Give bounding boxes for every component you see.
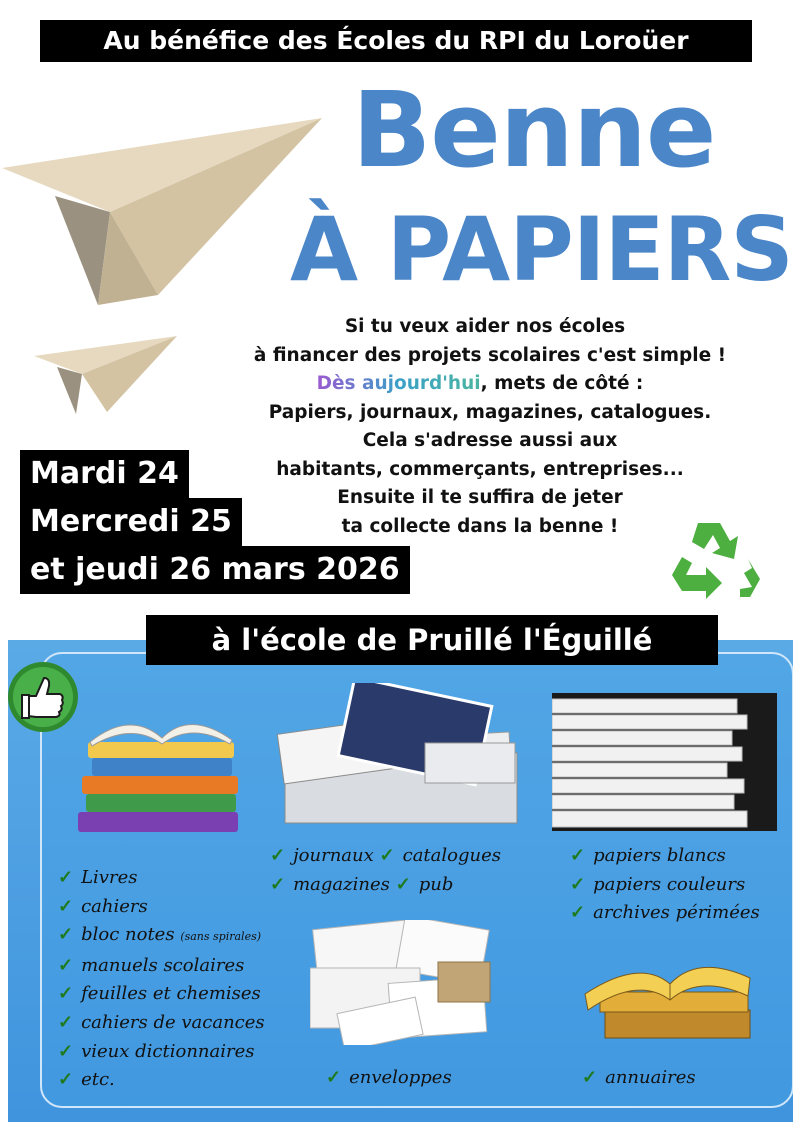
paper-plane-icon xyxy=(32,334,182,414)
list-item: ✓ cahiers xyxy=(58,895,148,917)
list-item: ✓ vieux dictionnaires xyxy=(58,1040,255,1062)
intro-line: ta collecte dans la benne ! xyxy=(341,515,619,537)
top-banner: Au bénéfice des Écoles du RPI du Loroüer xyxy=(40,20,752,62)
date-2: Mercredi 25 xyxy=(20,498,242,546)
intro-line: habitants, commerçants, entreprises... xyxy=(276,458,684,480)
envelopes-label: ✓ enveloppes xyxy=(326,1067,452,1088)
paper-stack-illustration xyxy=(552,693,777,831)
list-item: ✓ cahiers de vacances xyxy=(58,1011,265,1033)
paper-plane-icon xyxy=(0,110,330,305)
intro-line: Ensuite il te suffira de jeter xyxy=(337,487,623,508)
directories-label: ✓ annuaires xyxy=(582,1067,696,1088)
intro-highlight: Dès aujourd'hui xyxy=(316,373,481,394)
list-item: ✓ manuels scolaires xyxy=(58,954,245,976)
list-item: ✓ journaux ✓ catalogues xyxy=(270,845,501,866)
book-stack-illustration xyxy=(70,712,250,847)
list-item: ✓ bloc notes (sans spirales) xyxy=(58,924,262,946)
list-item: ✓ archives périmées xyxy=(570,902,760,924)
list-item: ✓ etc. xyxy=(58,1069,115,1091)
list-item: ✓ feuilles et chemises xyxy=(58,983,261,1005)
directories-illustration xyxy=(580,948,755,1043)
books-note: (sans spirales) xyxy=(180,930,262,944)
intro-line: Papiers, journaux, magazines, catalogues. xyxy=(268,401,712,423)
list-item: ✓ papiers blancs xyxy=(570,845,726,866)
intro-line xyxy=(180,370,780,399)
intro-text xyxy=(210,313,780,541)
intro-line: à financer des projets scolaires c'est simple ! xyxy=(253,344,727,366)
press-list xyxy=(270,842,501,899)
list-item: ✓ magazines ✓ pub xyxy=(270,873,454,895)
newspapers-illustration xyxy=(275,683,520,828)
date-1: Mardi 24 xyxy=(20,450,189,498)
books-list xyxy=(58,864,265,1095)
papers-list xyxy=(570,842,760,928)
title-line-2: À PAPIERS xyxy=(290,198,793,301)
date-3: et jeudi 26 mars 2026 xyxy=(20,546,410,594)
title-line-1: Benne xyxy=(352,69,716,191)
intro-line-rest: , mets de côté : xyxy=(480,373,644,394)
intro-line: Cela s'adresse aussi aux xyxy=(362,430,618,451)
thumbs-up-icon xyxy=(6,660,80,734)
list-item: ✓ Livres xyxy=(58,867,138,888)
recycle-icon xyxy=(668,515,764,607)
list-item: ✓ papiers couleurs xyxy=(570,873,746,895)
envelopes-illustration xyxy=(310,920,495,1045)
place-banner: à l'école de Pruillé l'Éguillé xyxy=(146,615,718,665)
intro-line: Si tu veux aider nos écoles xyxy=(344,316,626,337)
